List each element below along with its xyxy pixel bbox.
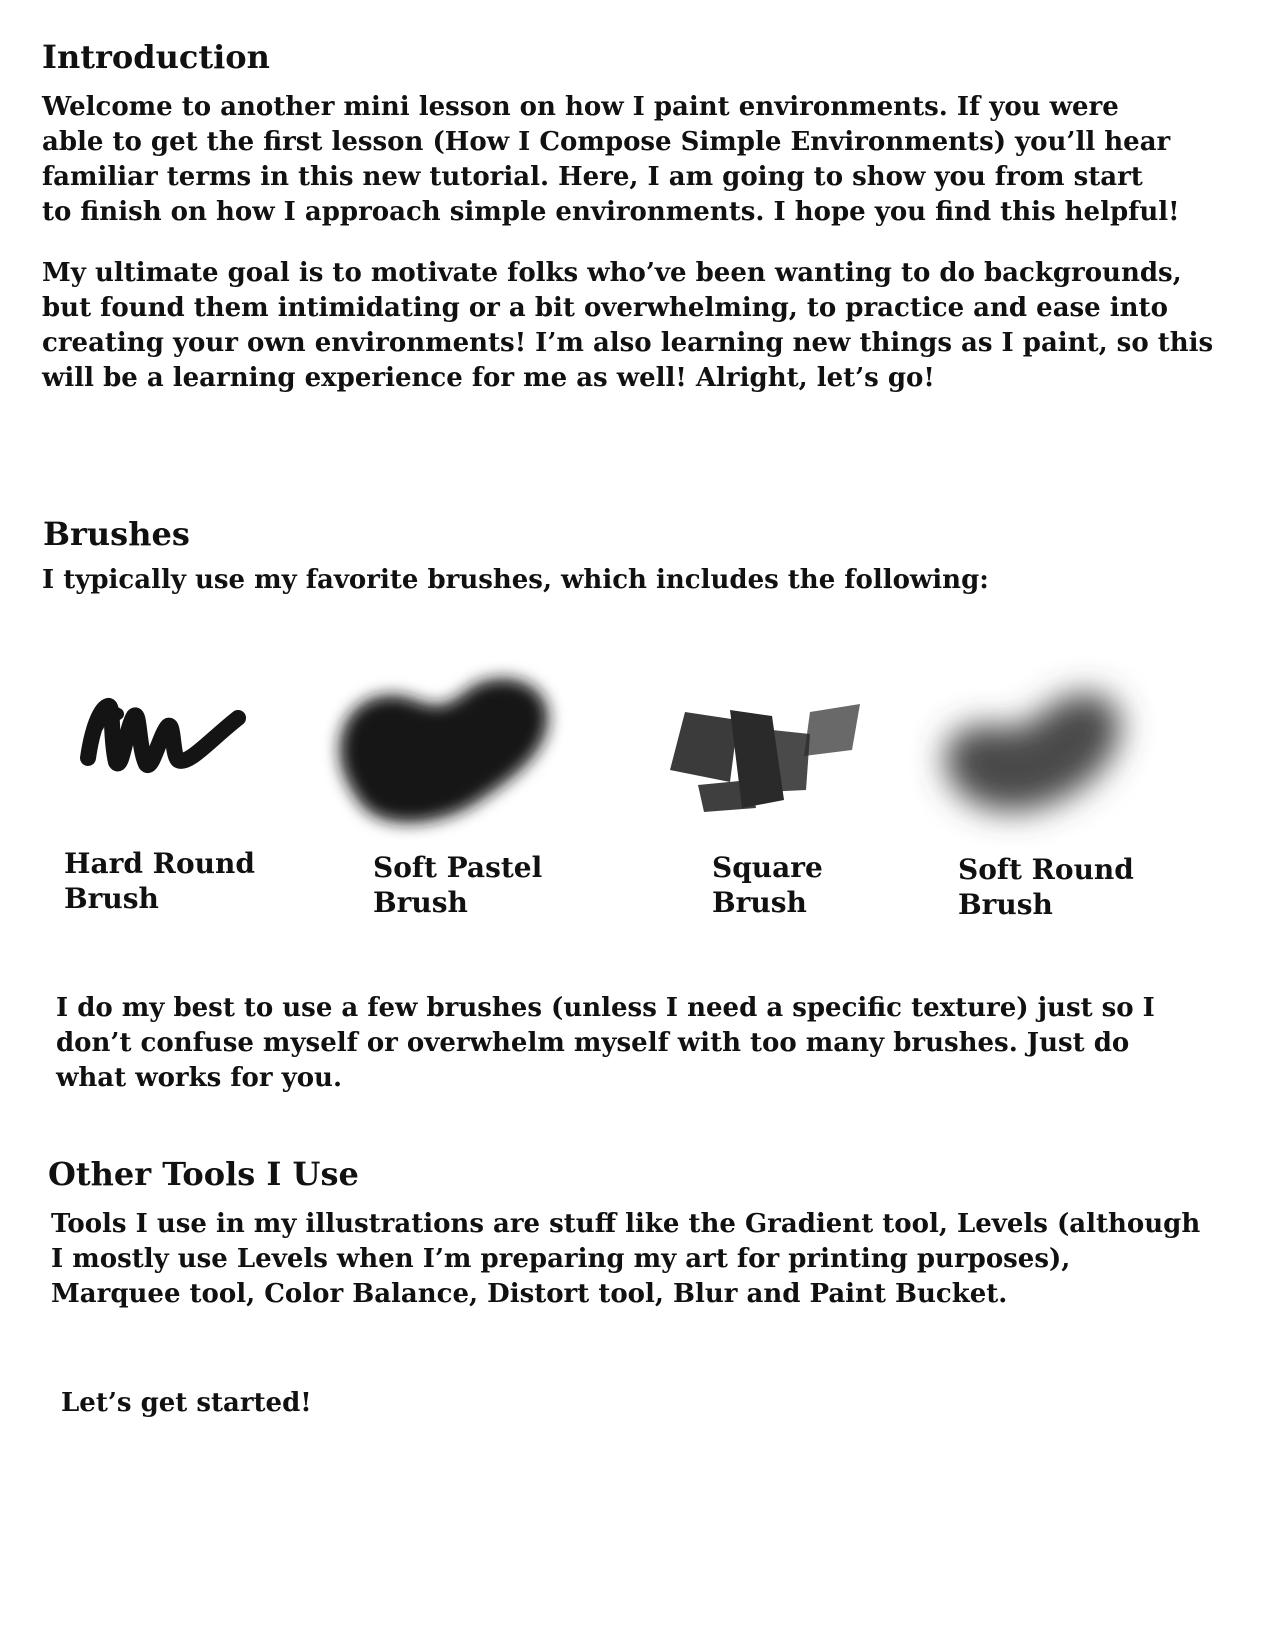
intro-paragraph-1 xyxy=(42,90,1180,230)
intro-p2-line: creating your own environments! I’m also learning new things as I paint, so this xyxy=(42,328,1214,358)
intro-p2-line: but found them intimidating or a bit overwhelming, to practice and ease into xyxy=(42,293,1168,323)
brush-label-line: Soft Pastel xyxy=(373,851,543,884)
brush-label-line: Hard Round xyxy=(64,847,255,880)
brush-label-hard-round xyxy=(64,846,255,916)
brush-label-square xyxy=(712,850,823,920)
brushes-note-line: I do my best to use a few brushes (unless I need a specific texture) just so I xyxy=(56,993,1155,1023)
closing-line xyxy=(61,1386,312,1421)
brushes-intro-line: I typically use my favorite brushes, which includes the following: xyxy=(42,565,989,595)
brush-label-soft-round xyxy=(958,852,1134,922)
intro-heading: Introduction xyxy=(42,38,270,76)
tools-line: I mostly use Levels when I’m preparing my art for printing purposes), xyxy=(51,1244,1071,1274)
brushes-note xyxy=(56,991,1155,1096)
soft-pastel-brush-stroke-icon xyxy=(320,660,580,845)
brushes-heading: Brushes xyxy=(43,515,190,553)
brush-label-line: Soft Round xyxy=(958,853,1134,886)
intro-p1-line: able to get the first lesson (How I Compose Simple Environments) you’ll hear xyxy=(42,127,1171,157)
brushes-intro xyxy=(42,563,989,598)
brushes-note-line: don’t confuse myself or overwhelm myself with too many brushes. Just do xyxy=(56,1028,1130,1058)
tools-paragraph xyxy=(51,1207,1200,1312)
intro-paragraph-2 xyxy=(42,256,1213,396)
brush-label-line: Square xyxy=(712,851,823,884)
tools-line: Marquee tool, Color Balance, Distort tool, Blur and Paint Bucket. xyxy=(51,1279,1008,1309)
tools-heading: Other Tools I Use xyxy=(48,1155,359,1193)
intro-p2-line: My ultimate goal is to motivate folks who’ve been wanting to do backgrounds, xyxy=(42,258,1182,288)
intro-p1-line: familiar terms in this new tutorial. Here, I am going to show you from start xyxy=(42,162,1143,192)
hard-round-brush-stroke-icon xyxy=(70,680,250,790)
closing-text: Let’s get started! xyxy=(61,1388,312,1418)
intro-p1-line: Welcome to another mini lesson on how I paint environments. If you were xyxy=(42,92,1119,122)
square-brush-stroke-icon xyxy=(660,690,875,820)
brush-label-line: Brush xyxy=(64,882,159,915)
brush-label-line: Brush xyxy=(958,888,1053,921)
soft-round-brush-stroke-icon xyxy=(920,665,1150,840)
brush-label-soft-pastel xyxy=(373,850,542,920)
brush-label-line: Brush xyxy=(373,886,468,919)
brush-label-line: Brush xyxy=(712,886,807,919)
intro-p1-line: to finish on how I approach simple environments. I hope you find this helpful! xyxy=(42,197,1180,227)
tools-line: Tools I use in my illustrations are stuff like the Gradient tool, Levels (although xyxy=(51,1209,1201,1239)
brushes-note-line: what works for you. xyxy=(56,1063,342,1093)
intro-p2-line: will be a learning experience for me as well! Alright, let’s go! xyxy=(42,363,935,393)
